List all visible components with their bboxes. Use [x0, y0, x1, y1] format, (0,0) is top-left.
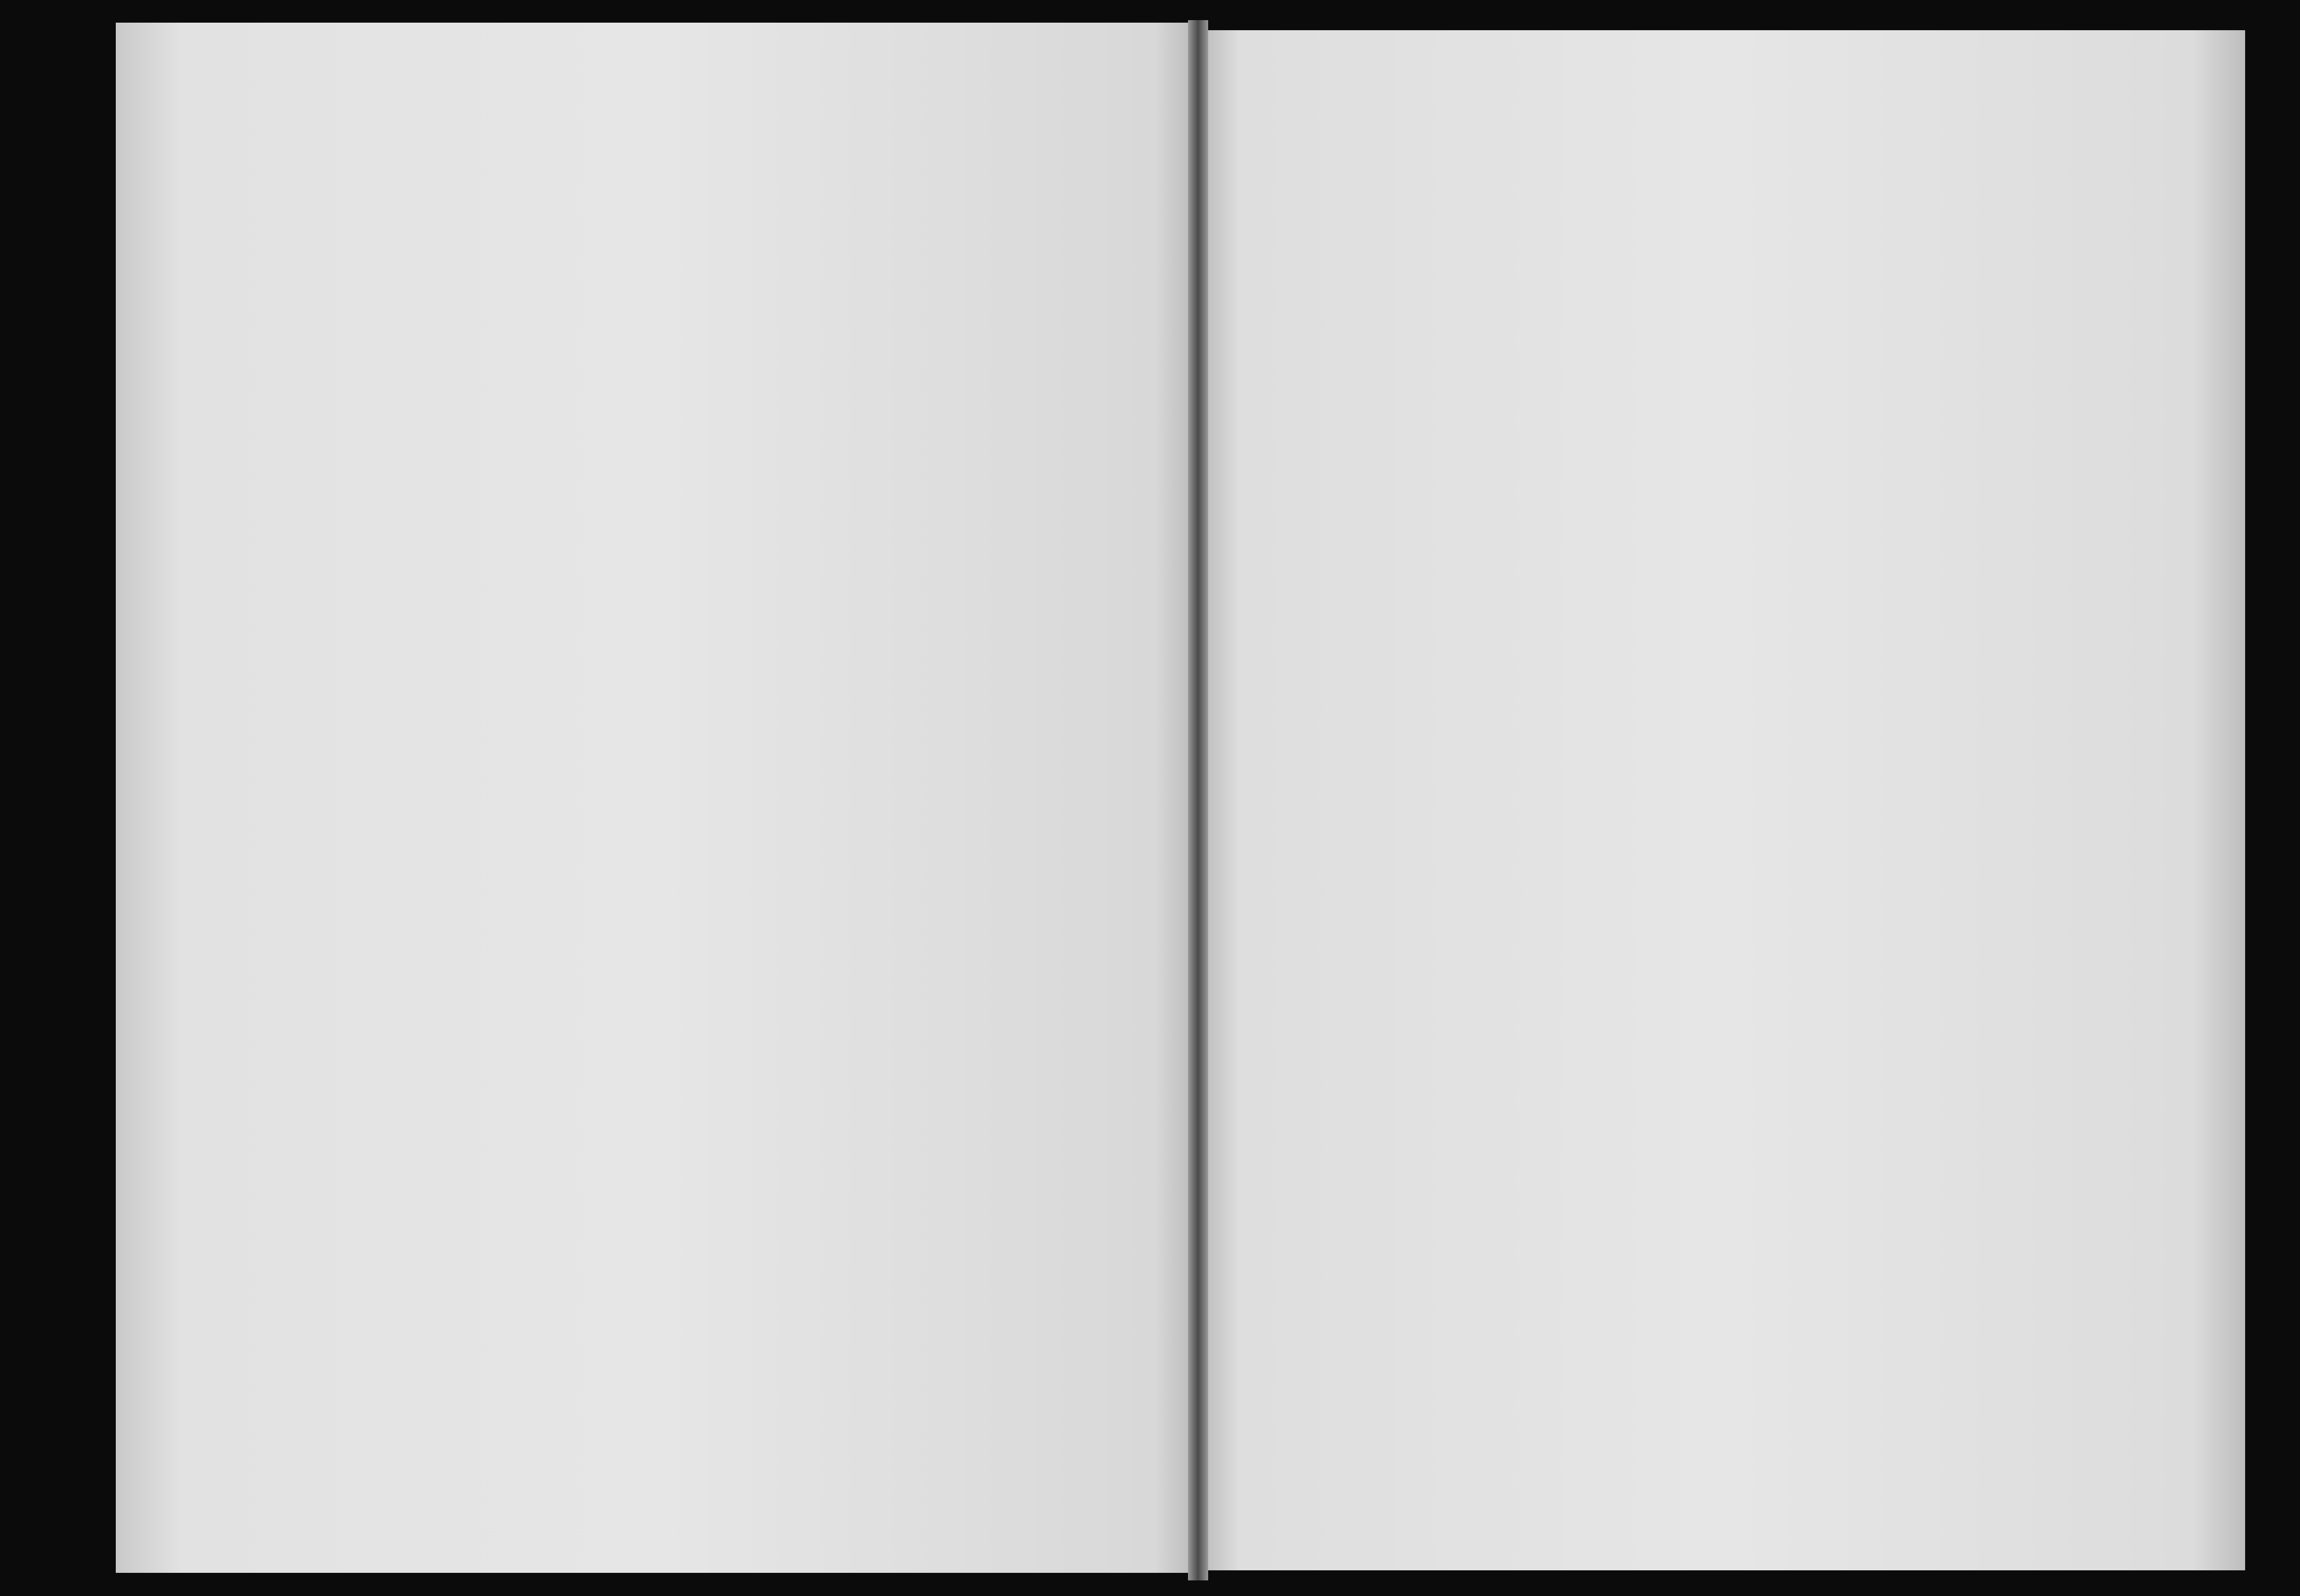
personen-heading [249, 161, 531, 184]
opv-verblijf-heading [1548, 196, 1639, 205]
dag-verklaring-heading [1641, 201, 1709, 210]
geboorte-heading [591, 201, 682, 224]
beroepen-heading [888, 171, 994, 194]
voornamen-heading [410, 247, 531, 256]
familienaam-heading [267, 247, 403, 256]
dagteekening-heading [1097, 196, 1165, 205]
aanmerkingen-heading [1785, 191, 2011, 214]
burgerlijke-heading [690, 176, 856, 199]
dag-afschrijving-heading [1712, 201, 1779, 210]
